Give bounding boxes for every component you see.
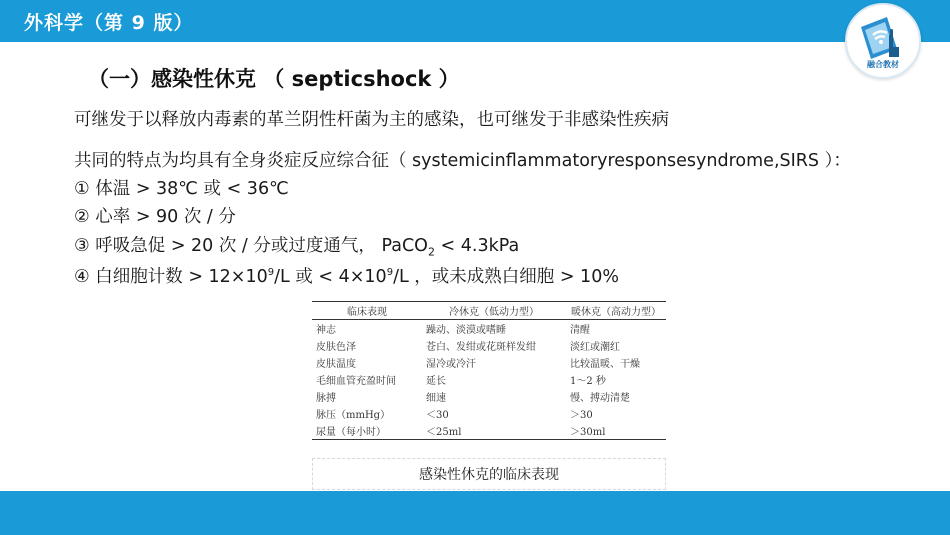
clinical-manifestation-table xyxy=(312,301,666,440)
wbc-text-c: /L ，或未成熟白细胞 > 10% xyxy=(393,267,619,287)
table-cell: 细速 xyxy=(426,393,446,404)
table-row xyxy=(312,337,666,354)
table-row xyxy=(312,320,666,338)
table-cell: 1～2 秒 xyxy=(570,376,606,387)
column-header-manifestation: 临床表现 xyxy=(347,307,387,318)
column-header-warm-shock: 暖休克（高动力型） xyxy=(571,307,661,318)
table-caption xyxy=(312,458,666,490)
criterion-respiration-threshold: < 4.3kPa xyxy=(434,236,520,256)
section-title: （一）感染性休克 （ septicshock ） xyxy=(88,67,460,91)
table-row xyxy=(312,371,666,388)
tablet-touch-wifi-icon xyxy=(845,3,921,79)
sirs-paragraph: 共同的特点为均具有全身炎症反应综合征（ systemicinflammatoryresponsesyndrome,SIRS ）： xyxy=(74,151,851,171)
wbc-exponent-2: 9 xyxy=(386,267,394,279)
criterion-wbc xyxy=(74,263,619,288)
table-row xyxy=(312,354,666,371)
criterion-respiration xyxy=(74,232,519,259)
paco2-subscript: 2 xyxy=(427,245,435,259)
column-header-cold-shock: 冷休克（低动力型） xyxy=(449,307,539,318)
table-cell: 延长 xyxy=(426,376,446,387)
table-cell: 湿冷或冷汗 xyxy=(426,359,476,370)
intro-paragraph: 可继发于以释放内毒素的革兰阴性杆菌为主的感染，也可继发于非感染性疾病 xyxy=(74,110,669,130)
table-row xyxy=(312,422,666,440)
criterion-respiration-text: ③ 呼吸急促 > 20 次 / 分或过度通气， PaCO xyxy=(74,236,428,256)
wbc-text-a: ④ 白细胞计数 > 12×10 xyxy=(74,267,268,287)
wbc-exponent-1: 9 xyxy=(267,267,275,279)
table-cell: 脉压（mmHg） xyxy=(316,410,391,421)
table-cell: 神志 xyxy=(316,325,336,336)
table-cell: 清醒 xyxy=(570,325,590,336)
table-cell: 皮肤色泽 xyxy=(316,342,356,353)
table-caption-text: 感染性休克的临床表现 xyxy=(419,467,559,483)
clinical-table-figure xyxy=(312,296,666,489)
table-cell: 皮肤温度 xyxy=(316,359,356,370)
wbc-text-b: /L 或 < 4×10 xyxy=(274,267,387,287)
footer-bar xyxy=(0,491,950,535)
table-row xyxy=(312,405,666,422)
table-cell: ＞30ml xyxy=(570,427,606,438)
table-cell: 淡红或潮红 xyxy=(570,342,620,353)
table-cell: 慢、搏动清楚 xyxy=(570,393,630,404)
table-cell: 躁动、淡漠或嗜睡 xyxy=(426,325,506,336)
table-cell: 比较温暖、干燥 xyxy=(570,359,640,370)
table-cell: 尿量（每小时） xyxy=(316,427,386,438)
header-bar xyxy=(0,0,950,42)
table-cell: ＜25ml xyxy=(426,427,462,438)
table-header-row xyxy=(312,302,666,320)
table-cell: 毛细血管充盈时间 xyxy=(316,376,396,387)
table-cell: ＞30 xyxy=(570,410,593,421)
table-cell: 脉搏 xyxy=(316,393,336,404)
table-cell: 苍白、发绀或花斑样发绀 xyxy=(426,342,536,353)
table-cell: ＜30 xyxy=(426,410,449,421)
criterion-temperature: ① 体温 > 38℃ 或 < 36℃ xyxy=(74,179,289,199)
logo-text: 融合教材 xyxy=(867,60,899,69)
book-title: 外科学（第 9 版） xyxy=(24,12,194,34)
table-row xyxy=(312,388,666,405)
criterion-heart-rate: ② 心率 > 90 次 / 分 xyxy=(74,207,236,227)
